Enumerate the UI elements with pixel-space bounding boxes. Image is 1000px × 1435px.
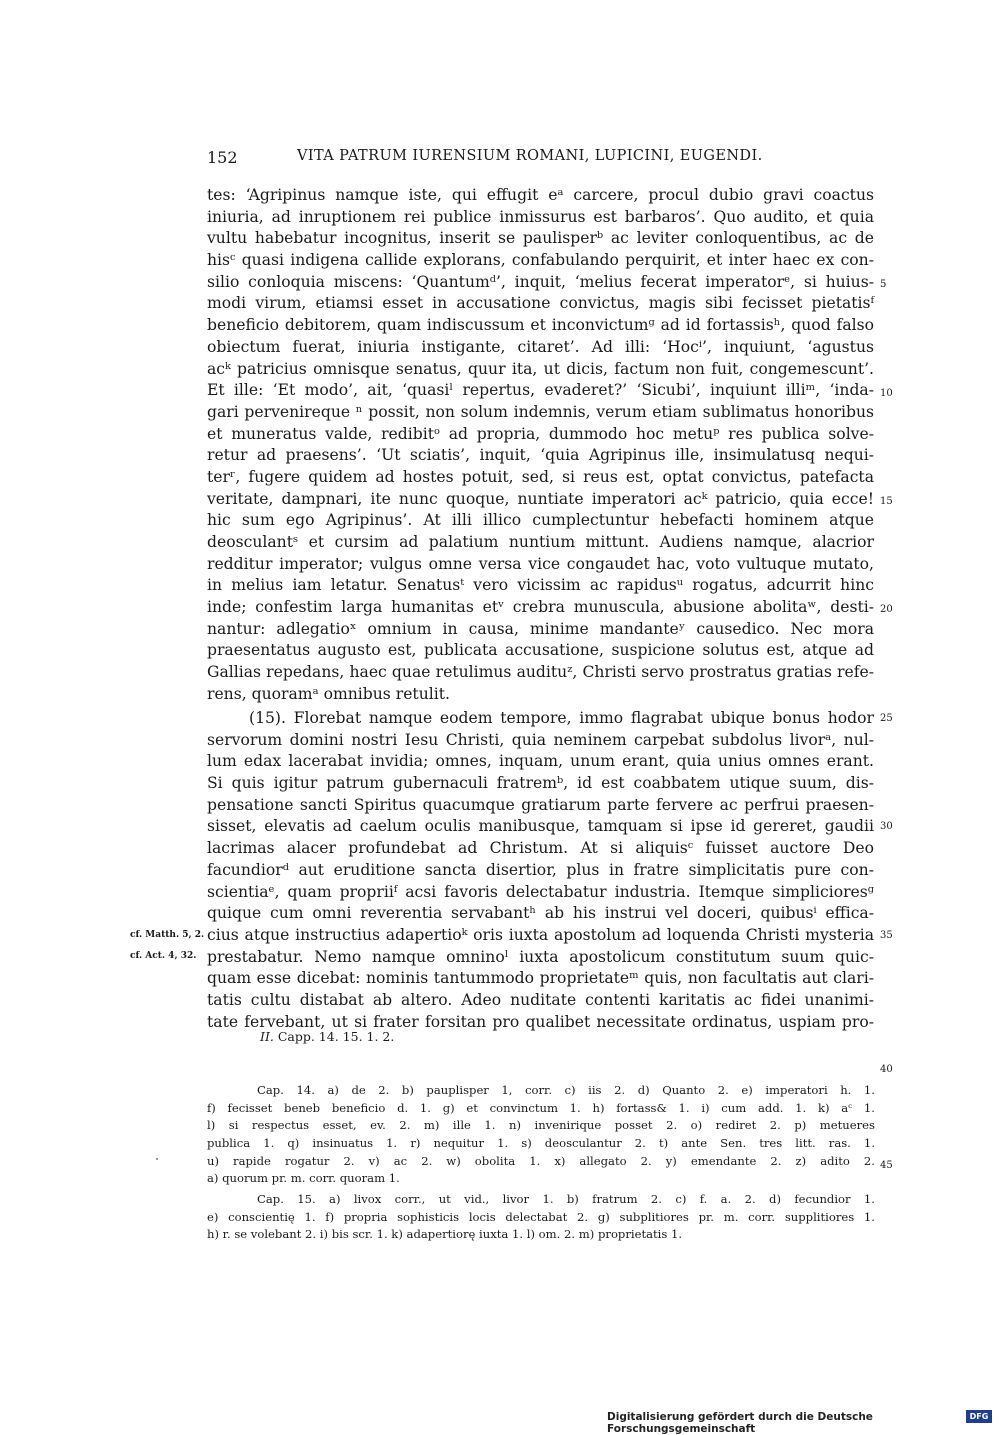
apparatus-line: e) conscientię 1. f) propria sophisticis locis delectabat 2. g) subplitiores pr. m. corr. supplitiores 1.: [207, 1209, 875, 1224]
line-number: 45: [880, 1160, 893, 1171]
main-text-paragraph-1: [207, 185, 874, 706]
main-text-paragraph-2: [207, 708, 874, 1033]
apparatus-line: u) rapide rogatur 2. v) ac 2. w) obolita 1. x) allegato 2. y) emendante 2. z) adito 2.: [207, 1153, 875, 1168]
text-line: acᵏ patricius omnisque senatus, quur ita, ut dicis, factum non fuit, congemescunt’.: [207, 359, 874, 378]
margin-note: cf. Matth. 5, 2.: [130, 930, 205, 940]
text-line: silio conloquia miscens: ‘Quantumᵈ’, inquit, ‘melius fecerat imperatorᵉ, si huius-: [207, 272, 874, 291]
text-line: rens, quoramᵃ omnibus retulit.: [207, 684, 450, 703]
text-line: redditur imperator; vulgus omne versa vice congaudet hac, voto vultuque mutato,: [207, 554, 874, 573]
running-title: VITA PATRUM IURENSIUM ROMANI, LUPICINI, EUGENDI.: [297, 148, 763, 164]
apparatus-line: h) r. se volebant 2. i) bis scr. 1. k) adapertiorę iuxta 1. l) om. 2. m) proprietatis 1.: [207, 1227, 683, 1242]
page-number: 152: [207, 148, 238, 167]
line-number: 10: [880, 388, 893, 399]
text-line: et muneratus valde, redibitᵒ ad propria, dummodo hoc metuᵖ res publica solve-: [207, 424, 874, 443]
apparatus-cap-14: [207, 1082, 875, 1188]
dfg-logo-icon: DFG: [966, 1410, 992, 1423]
text-line: sisset, elevatis ad caelum oculis manibusque, tamquam si ipse id gereret, gaudii: [207, 817, 874, 836]
text-line: quam esse dicebat: nominis tantummodo proprietateᵐ quis, non facultatis aut clari-: [207, 969, 874, 988]
text-line: inde; confestim larga humanitas etᵛ crebra munuscula, abusione abolitaʷ, desti-: [207, 598, 874, 617]
text-line: retur ad praesens’. ‘Ut sciatis’, inquit, ‘quia Agripinus ille, insimulatusq nequi-: [207, 446, 874, 465]
text-line: praesentatus augusto est, publicata accusatione, suspicione solutus est, atque ad: [207, 641, 874, 660]
text-line: hic sum ego Agripinus’. At illi illico cumplectuntur hebefacti hominem atque: [207, 511, 874, 530]
line-number: 25: [880, 713, 893, 724]
text-line: nantur: adlegatioˣ omnium in causa, minime mandanteʸ causedico. Nec mora: [207, 619, 874, 638]
apparatus-line: publica 1. q) insinuatus 1. r) nequitur 1. s) deosculantur 2. t) ante Sen. tres litt. ras. 1.: [207, 1136, 875, 1151]
text-line: cius atque instructius adapertioᵏ oris iuxta apostolum ad loquenda Christi mysteria: [207, 925, 874, 944]
text-line: lum edax lacerabat invidia; omnes, inquam, unum erant, quia unius omnes erant.: [207, 752, 874, 771]
text-line: servorum domini nostri Iesu Christi, quia neminem carpebat subdolus livorᵃ, nul-: [207, 730, 874, 749]
text-line: hisᶜ quasi indigena callide explorans, confabulando perquirit, et inter haec ex con-: [207, 251, 874, 270]
apparatus-capp: Capp. 14. 15. 1. 2.: [277, 1029, 395, 1044]
apparatus-line: Cap. 15. a) livox corr., ut vid., livor 1. b) fratrum 2. c) f. a. 2. d) fecundior 1.: [257, 1192, 875, 1206]
text-line: scientiaᵉ, quam propriiᶠ acsi favoris delectabatur industria. Itemque simplicioresᵍ: [207, 882, 874, 901]
text-line: modi virum, etiamsi esset in accusatione convictus, magis sibi fecisset pietatisᶠ: [207, 294, 874, 313]
text-line: (15). Florebat namque eodem tempore, immo flagrabat ubique bonus hodor: [249, 709, 874, 727]
text-line: iniuria, ad inruptionem rei publice inmissurus est barbaros’. Quo audito, et quia: [207, 207, 874, 226]
line-number: 20: [880, 604, 893, 615]
apparatus-line: f) fecisset beneb beneficio d. 1. g) et convinctum 1. h) fortass& 1. i) cum add. 1. k) aᶜ 1.: [207, 1100, 875, 1115]
line-number: 40: [880, 1064, 893, 1075]
text-line: lacrimas alacer profundebat ad Christum. At si aliquisᶜ fuisset auctore Deo: [207, 839, 874, 858]
text-line: Gallias repedans, haec quae retulimus audituᶻ, Christi servo prostratus gratias refe-: [207, 663, 874, 682]
text-line: quique cum omni reverentia servabantʰ ab his instrui vel doceri, quibusⁱ effica-: [207, 904, 874, 923]
text-line: veritate, dampnari, ite nunc quoque, nuntiate imperatori acᵏ patricio, quia ecce!: [207, 489, 874, 508]
text-line: tes: ‘Agripinus namque iste, qui effugit eᵃ carcere, procul dubio gravi coactus: [207, 186, 874, 204]
text-line: in melius iam letatur. Senatusᵗ vero vicissim ac rapidusᵘ rogatus, adcurrit hinc: [207, 576, 874, 595]
line-number: 15: [880, 496, 893, 507]
text-line: Et ille: ‘Et modo’, ait, ‘quasiˡ repertus, evaderet?’ ‘Sicubi’, inquiunt illiᵐ, ‘inda-: [207, 381, 874, 400]
page-header: [207, 148, 879, 172]
text-line: gari pervenireque ⁿ possit, non solum indemnis, verum etiam sublimatus honoribus: [207, 402, 874, 421]
apparatus-heading: [260, 1029, 394, 1044]
text-line: prestabatur. Nemo namque omninoˡ iuxta apostolicum constitutum suum quic-: [207, 947, 874, 966]
text-line: obiectum fuerat, iniuria instigante, citaret’. Ad illi: ‘Hocⁱ’, inquiunt, ‘agustus: [207, 337, 874, 356]
footer-credit: Digitalisierung gefördert durch die Deutsche Forschungsgemeinschaft: [607, 1411, 873, 1435]
text-line: terʳ, fugere quidem ad hostes potuit, sed, si reus est, optat convictus, patefacta: [207, 467, 874, 486]
apparatus-sigla: II.: [260, 1029, 274, 1044]
text-line: tate fervebant, ut si frater forsitan pro qualibet necessitate ordinatus, uspiam pro-: [207, 1012, 874, 1031]
line-number: 35: [880, 930, 893, 941]
text-line: deosculantˢ et cursim ad palatium nuntium mittunt. Audiens namque, alacrior: [207, 533, 874, 551]
line-number: 30: [880, 821, 893, 832]
apparatus-line: l) si respectus esset, ev. 2. m) ille 1. n) invenirique posset 2. o) rediret 2. p) metueres: [207, 1118, 875, 1133]
text-line: tatis cultu distabat ab altero. Adeo nuditate contenti karitatis ac fidei unanimi-: [207, 990, 874, 1009]
text-line: pensatione sancti Spiritus quacumque gratiarum parte fervere ac perfrui praesen-: [207, 795, 874, 814]
apparatus-line: Cap. 14. a) de 2. b) pauplisper 1, corr. c) iis 2. d) Quanto 2. e) imperatori h. 1.: [257, 1083, 875, 1097]
apparatus-cap-15: [207, 1191, 875, 1244]
line-number: 5: [880, 279, 887, 290]
text-line: Si quis igitur patrum gubernaculi fratremᵇ, id est coabbatem utique suum, dis-: [207, 774, 874, 793]
margin-note: cf. Act. 4, 32.: [130, 951, 197, 961]
apparatus-line: a) quorum pr. m. corr. quoram 1.: [207, 1171, 400, 1186]
text-line: vultu habebatur incognitus, inserit se paulisperᵇ ac leviter conloquentibus, ac de: [207, 229, 874, 248]
margin-dot: [156, 1158, 158, 1160]
text-line: facundiorᵈ aut eruditione sancta disertior, plus in fratre simplicitatis pure con-: [207, 860, 874, 879]
text-line: beneficio debitorem, quam indiscussum et inconvictumᵍ ad id fortassisʰ, quod falso: [207, 316, 874, 335]
